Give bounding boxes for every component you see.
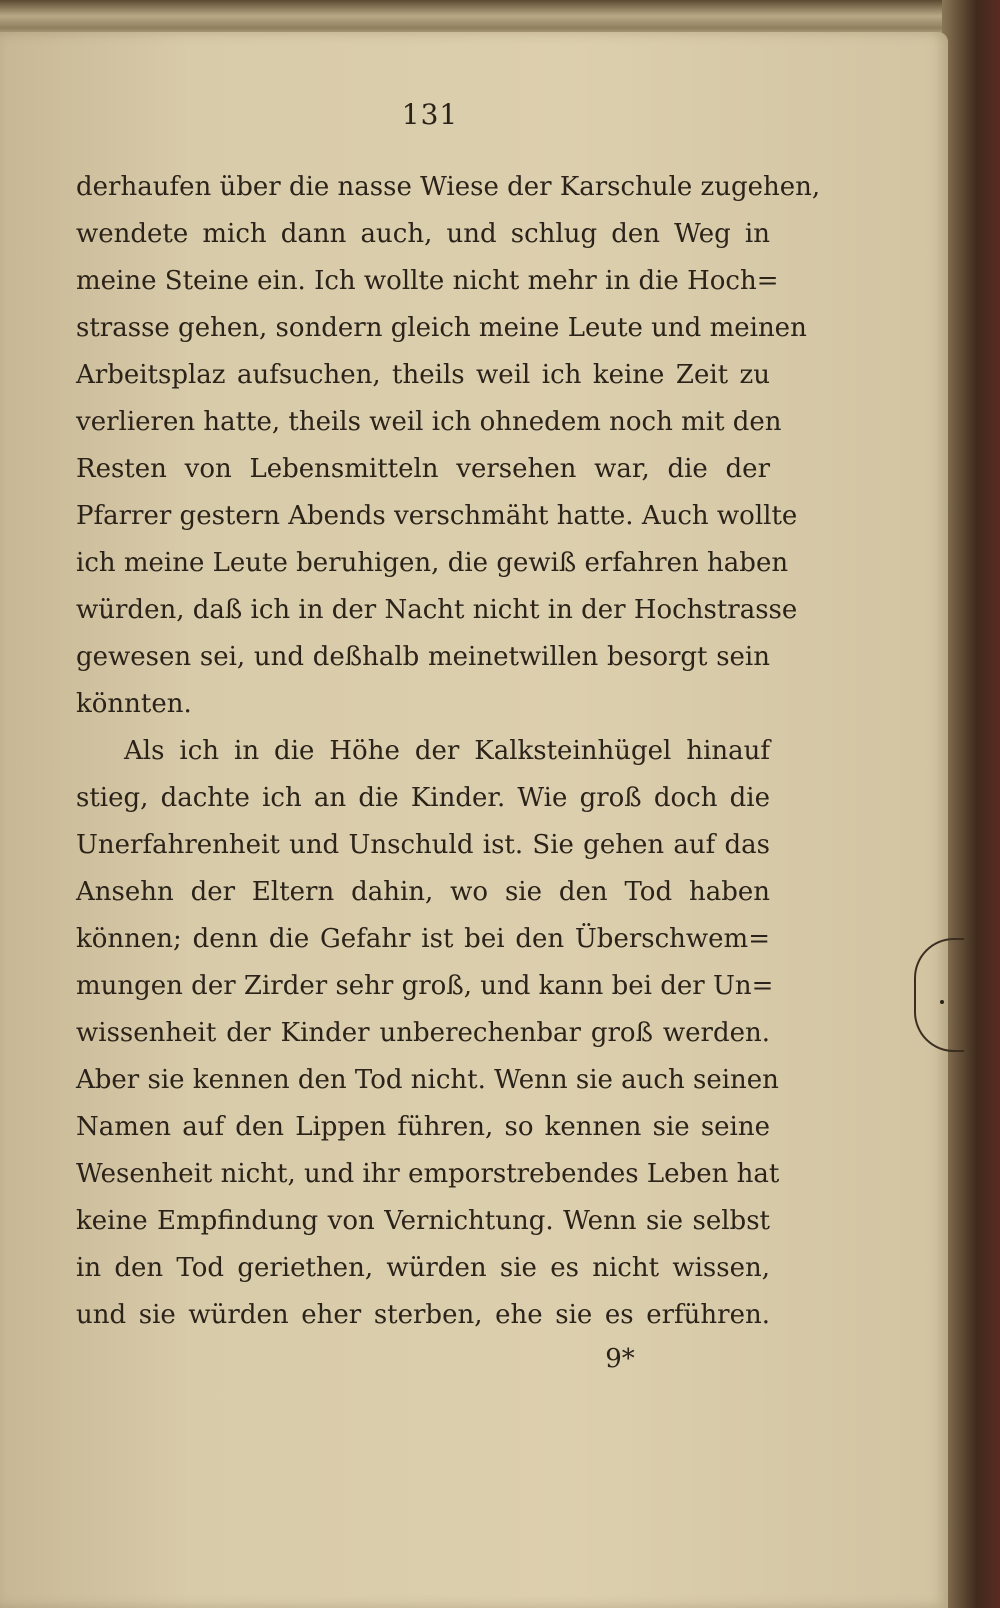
text-line: können; denn die Gefahr ist bei den Überschwem= [76, 924, 770, 954]
text-line: Arbeitsplaz aufsuchen, theils weil ich keine Zeit zu [76, 360, 770, 390]
body-text [76, 164, 821, 1339]
text-line: Resten von Lebensmitteln versehen war, die der [76, 454, 770, 484]
text-line: stieg, dachte ich an die Kinder. Wie groß doch die [76, 783, 770, 813]
text-line: gewesen sei, und deßhalb meinetwillen besorgt sein [76, 642, 770, 672]
text-line: wissenheit der Kinder unberechenbar groß werden. [76, 1018, 770, 1048]
text-line: Aber sie kennen den Tod nicht. Wenn sie auch seinen [76, 1065, 779, 1095]
text-line: Namen auf den Lippen führen, so kennen sie seine [76, 1112, 770, 1142]
book-page [0, 32, 948, 1608]
page-tab-marker [914, 938, 964, 1052]
text-line: ich meine Leute beruhigen, die gewiß erfahren haben [76, 548, 789, 578]
text-line: würden, daß ich in der Nacht nicht in der Hochstrasse [76, 595, 798, 625]
book-right-edge [942, 0, 1000, 1608]
text-line: könnten. [76, 689, 192, 719]
text-line: Unerfahrenheit und Unschuld ist. Sie gehen auf das [76, 830, 770, 860]
text-line: Ansehn der Eltern dahin, wo sie den Tod haben [76, 877, 770, 907]
text-line: Wesenheit nicht, und ihr emporstrebendes Leben hat [76, 1159, 780, 1189]
text-line: strasse gehen, sondern gleich meine Leute und meinen [76, 313, 807, 343]
text-line: und sie würden eher sterben, ehe sie es erführen. [76, 1300, 770, 1330]
page-number: 131 [401, 98, 459, 131]
text-line: verlieren hatte, theils weil ich ohnedem noch mit den [76, 407, 782, 437]
text-line: Pfarrer gestern Abends verschmäht hatte. Auch wollte [76, 501, 798, 531]
text-line: mungen der Zirder sehr groß, und kann bei der Un= [76, 971, 774, 1001]
text-line: keine Empfindung von Vernichtung. Wenn sie selbst [76, 1206, 770, 1236]
text-line: derhaufen über die nasse Wiese der Karschule zugehen, [76, 172, 821, 202]
signature-mark: 9* [605, 1344, 635, 1374]
text-line: wendete mich dann auch, und schlug den Weg in [76, 219, 770, 249]
paragraph-start-line: Als ich in die Höhe der Kalksteinhügel hinauf [124, 736, 770, 766]
page-tab-dot [940, 1000, 944, 1004]
text-line: in den Tod geriethen, würden sie es nicht wissen, [76, 1253, 770, 1283]
text-line: meine Steine ein. Ich wollte nicht mehr in die Hoch= [76, 266, 779, 296]
